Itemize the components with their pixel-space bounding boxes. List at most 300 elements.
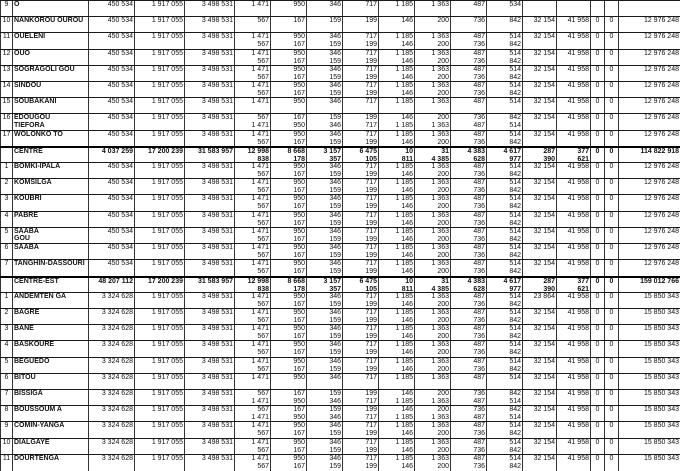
cell-p (556, 439, 590, 455)
cell-text: 167 (272, 187, 305, 195)
cell-t (618, 212, 680, 228)
cell-text: 838 (236, 156, 269, 164)
cell-text: 146 (380, 114, 413, 122)
cell-text: 717 (344, 439, 377, 447)
cell-q (590, 325, 604, 341)
cell-text: 346 (308, 398, 341, 406)
cell-text: 199 (344, 333, 377, 341)
cell-text: 31 (416, 148, 449, 156)
cell-text: 514 (488, 398, 521, 406)
cell-q (590, 66, 604, 82)
cell-text: 1 917 055 (136, 212, 183, 220)
cell-text: 159 012 766 (620, 278, 679, 286)
cell-text: 1 917 055 (136, 422, 183, 430)
cell-c (184, 358, 234, 374)
cell-s (604, 131, 618, 147)
table-row (0, 389, 680, 406)
cell-j (342, 17, 378, 33)
cell-text: 159 (308, 301, 341, 309)
cell-text: 159 (308, 349, 341, 357)
cell-text: 10 (2, 439, 11, 447)
cell-text: 567 (236, 220, 269, 228)
cell-num (0, 293, 12, 309)
cell-text: 1 471 (236, 33, 269, 41)
cell-num (0, 390, 12, 406)
cell-i (306, 82, 342, 98)
cell-text: 1 185 (380, 293, 413, 301)
cell-text: 12 976 248 (620, 33, 679, 41)
cell-text: 717 (344, 341, 377, 349)
cell-text: 167 (272, 366, 305, 374)
cell-s (604, 439, 618, 455)
cell-m (450, 212, 486, 228)
cell-name (12, 422, 88, 438)
cell-name (12, 439, 88, 455)
cell-o (522, 439, 556, 455)
cell-text: 0 (606, 341, 617, 349)
cell-text: OUO (14, 50, 87, 58)
cell-n (486, 212, 522, 228)
cell-c (184, 228, 234, 244)
cell-text: 1 185 (380, 358, 413, 366)
cell-b (134, 17, 184, 33)
cell-text: 12 976 248 (620, 98, 679, 106)
cell-text: 736 (452, 406, 485, 414)
cell-b (134, 131, 184, 147)
cell-s (604, 98, 618, 114)
table-row (0, 49, 680, 66)
cell-text: 146 (380, 301, 413, 309)
cell-num (0, 358, 12, 374)
table-row (0, 340, 680, 357)
cell-j (342, 309, 378, 325)
cell-t (618, 455, 680, 471)
cell-q (590, 341, 604, 357)
cell-num (0, 82, 12, 98)
cell-o (522, 309, 556, 325)
cell-i (306, 439, 342, 455)
cell-k (378, 50, 414, 66)
cell-g (234, 50, 270, 66)
cell-t (618, 309, 680, 325)
cell-m (450, 406, 486, 422)
cell-text: 717 (344, 244, 377, 252)
cell-text: 200 (416, 90, 449, 98)
cell-text: 32 154 (524, 260, 555, 268)
cell-text: 41 958 (558, 228, 589, 236)
cell-text: KOUBRI (14, 195, 87, 203)
cell-text: 2 (2, 179, 11, 187)
cell-i (306, 50, 342, 66)
cell-text: 199 (344, 114, 377, 122)
cell-p (556, 212, 590, 228)
cell-text: 32 154 (524, 390, 555, 398)
cell-text: 3 324 628 (90, 439, 133, 447)
cell-text: 450 534 (90, 244, 133, 252)
table-row (0, 194, 680, 211)
cell-l (414, 114, 450, 130)
cell-text: 1 471 (236, 293, 269, 301)
cell-text: 450 534 (90, 98, 133, 106)
cell-text: 346 (308, 163, 341, 171)
cell-p (556, 244, 590, 260)
cell-p (556, 228, 590, 244)
cell-b (134, 439, 184, 455)
cell-text: 159 (308, 463, 341, 471)
cell-pop (88, 114, 134, 130)
cell-num (0, 422, 12, 438)
cell-text: SOGRAGOLI GOU (14, 66, 87, 74)
cell-text: 159 (308, 17, 341, 25)
cell-m (450, 309, 486, 325)
cell-text: 346 (308, 122, 341, 130)
cell-k (378, 390, 414, 406)
cell-q (590, 131, 604, 147)
cell-name (12, 163, 88, 179)
cell-p (556, 422, 590, 438)
cell-t (618, 17, 680, 33)
cell-c (184, 66, 234, 82)
cell-text: 567 (236, 366, 269, 374)
cell-g (234, 98, 270, 114)
cell-text: 0 (606, 228, 617, 236)
cell-b (134, 228, 184, 244)
cell-text: 487 (452, 163, 485, 171)
cell-text: 3 498 531 (186, 341, 233, 349)
cell-text: 736 (452, 220, 485, 228)
cell-text: 950 (272, 309, 305, 317)
cell-l (414, 82, 450, 98)
cell-text: 450 534 (90, 179, 133, 187)
cell-text: 487 (452, 439, 485, 447)
cell-text: 3 324 628 (90, 341, 133, 349)
cell-text: 0 (592, 309, 603, 317)
cell-c (184, 33, 234, 49)
cell-text: 200 (416, 74, 449, 82)
cell-text: 1 363 (416, 260, 449, 268)
cell-num (0, 50, 12, 66)
cell-text: 200 (416, 187, 449, 195)
cell-t (618, 163, 680, 179)
cell-i (306, 325, 342, 341)
cell-text: 0 (592, 66, 603, 74)
cell-text: 31 583 957 (186, 278, 233, 286)
cell-text: 105 (344, 286, 377, 294)
cell-text: 736 (452, 41, 485, 49)
cell-h (270, 66, 306, 82)
cell-m (450, 98, 486, 114)
cell-q (590, 358, 604, 374)
cell-o (522, 1, 556, 17)
cell-text: 736 (452, 390, 485, 398)
cell-text: 346 (308, 309, 341, 317)
cell-text: 450 534 (90, 66, 133, 74)
cell-k (378, 131, 414, 147)
cell-text: 514 (488, 131, 521, 139)
cell-text: 12 976 248 (620, 82, 679, 90)
cell-num (0, 406, 12, 422)
cell-text: 1 471 (236, 358, 269, 366)
cell-pop (88, 66, 134, 82)
cell-text: 159 (308, 114, 341, 122)
cell-num (0, 341, 12, 357)
cell-text: 514 (488, 195, 521, 203)
cell-k (378, 98, 414, 114)
cell-text: 199 (344, 301, 377, 309)
cell-pop (88, 293, 134, 309)
cell-text: 159 (308, 74, 341, 82)
cell-name (12, 195, 88, 211)
cell-text: 346 (308, 374, 341, 382)
cell-text: 0 (592, 148, 603, 156)
cell-text: 41 958 (558, 212, 589, 220)
cell-text: 487 (452, 122, 485, 130)
cell-i (306, 1, 342, 17)
cell-text: 32 154 (524, 212, 555, 220)
cell-p (556, 33, 590, 49)
cell-n (486, 439, 522, 455)
cell-c (184, 325, 234, 341)
cell-n (486, 33, 522, 49)
cell-text: 0 (592, 325, 603, 333)
cell-text: 1 917 055 (136, 293, 183, 301)
cell-j (342, 390, 378, 406)
cell-text: 0 (592, 82, 603, 90)
cell-pop (88, 131, 134, 147)
cell-text: 950 (272, 358, 305, 366)
cell-text: 1 917 055 (136, 341, 183, 349)
cell-text: 0 (592, 406, 603, 414)
cell-text: 23 864 (524, 293, 555, 301)
cell-k (378, 228, 414, 244)
cell-pop (88, 98, 134, 114)
cell-text: 567 (236, 58, 269, 66)
cell-text: 1 363 (416, 50, 449, 58)
cell-text: 1 363 (416, 358, 449, 366)
cell-text: 1 185 (380, 341, 413, 349)
cell-text: 950 (272, 212, 305, 220)
cell-text: 12 976 248 (620, 212, 679, 220)
cell-n (486, 374, 522, 390)
cell-g (234, 66, 270, 82)
cell-text: O (14, 1, 87, 9)
cell-text: 514 (488, 82, 521, 90)
cell-text: 12 (2, 50, 11, 58)
cell-text: 1 363 (416, 341, 449, 349)
cell-pop (88, 195, 134, 211)
cell-text: 514 (488, 179, 521, 187)
cell-k (378, 179, 414, 195)
cell-j (342, 98, 378, 114)
cell-text: 200 (416, 203, 449, 211)
cell-m (450, 163, 486, 179)
cell-text: 450 534 (90, 17, 133, 25)
cell-name (12, 341, 88, 357)
cell-o (522, 293, 556, 309)
cell-pop (88, 390, 134, 406)
cell-text: 514 (488, 455, 521, 463)
cell-b (134, 390, 184, 406)
cell-text: 199 (344, 171, 377, 179)
cell-p (556, 309, 590, 325)
cell-text: 167 (272, 114, 305, 122)
cell-text: 567 (236, 171, 269, 179)
cell-text: 0 (592, 179, 603, 187)
cell-text: 167 (272, 17, 305, 25)
cell-text: 450 534 (90, 195, 133, 203)
cell-text: 1 471 (236, 422, 269, 430)
cell-text: 167 (272, 236, 305, 244)
cell-i (306, 341, 342, 357)
cell-text: 3 324 628 (90, 390, 133, 398)
cell-k (378, 212, 414, 228)
cell-l (414, 455, 450, 471)
table-row (0, 357, 680, 374)
cell-pop (88, 50, 134, 66)
cell-num (0, 244, 12, 260)
cell-text: DIALGAYE (14, 439, 87, 447)
cell-q (590, 98, 604, 114)
cell-text: 12 976 248 (620, 131, 679, 139)
cell-text: 167 (272, 301, 305, 309)
cell-text: 811 (380, 286, 413, 294)
cell-b (134, 98, 184, 114)
cell-p (556, 114, 590, 130)
cell-text: 8 668 (272, 148, 305, 156)
cell-text: ANDEMTEN GA (14, 293, 87, 301)
cell-text: 199 (344, 317, 377, 325)
cell-g (234, 82, 270, 98)
cell-i (306, 195, 342, 211)
cell-text: 15 850 343 (620, 358, 679, 366)
cell-num (0, 374, 12, 390)
cell-text: 346 (308, 455, 341, 463)
cell-k (378, 163, 414, 179)
cell-q (590, 244, 604, 260)
cell-b (134, 1, 184, 17)
cell-c (184, 195, 234, 211)
table-row (0, 405, 680, 422)
cell-b (134, 114, 184, 130)
cell-text: 717 (344, 1, 377, 9)
cell-text: 1 185 (380, 163, 413, 171)
cell-text: 487 (452, 358, 485, 366)
cell-text: 159 (308, 139, 341, 147)
cell-text: 15 850 343 (620, 455, 679, 463)
cell-text: 736 (452, 74, 485, 82)
cell-k (378, 406, 414, 422)
cell-num (0, 195, 12, 211)
cell-i (306, 114, 342, 130)
cell-text: 514 (488, 212, 521, 220)
cell-text: 0 (606, 358, 617, 366)
cell-text: 200 (416, 349, 449, 357)
cell-q (590, 114, 604, 130)
cell-text: 9 (2, 1, 11, 9)
cell-text: 346 (308, 439, 341, 447)
table-row (0, 292, 680, 309)
cell-p (556, 66, 590, 82)
cell-text: 8 668 (272, 278, 305, 286)
cell-text: 842 (488, 390, 521, 398)
cell-text: 567 (236, 390, 269, 398)
cell-text: 0 (606, 66, 617, 74)
cell-text: BEGUEDO (14, 358, 87, 366)
cell-text: 717 (344, 122, 377, 130)
cell-s (604, 66, 618, 82)
cell-text: 950 (272, 122, 305, 130)
cell-text: 450 534 (90, 228, 133, 236)
cell-m (450, 1, 486, 17)
cell-p (556, 50, 590, 66)
cell-c (184, 455, 234, 471)
cell-h (270, 390, 306, 406)
cell-q (590, 212, 604, 228)
cell-text: 200 (416, 463, 449, 471)
cell-text: 159 (308, 203, 341, 211)
cell-text: 514 (488, 309, 521, 317)
cell-text: 1 185 (380, 131, 413, 139)
cell-text: 146 (380, 58, 413, 66)
cell-t (618, 341, 680, 357)
cell-text: 199 (344, 349, 377, 357)
cell-text: 41 958 (558, 131, 589, 139)
cell-k (378, 374, 414, 390)
cell-n (486, 131, 522, 147)
cell-text: 3 (2, 195, 11, 203)
cell-text: 199 (344, 90, 377, 98)
cell-g (234, 455, 270, 471)
cell-text: 1 917 055 (136, 390, 183, 398)
cell-j (342, 439, 378, 455)
cell-text: 346 (308, 33, 341, 41)
cell-o (522, 33, 556, 49)
cell-text: 146 (380, 430, 413, 438)
cell-l (414, 66, 450, 82)
cell-b (134, 422, 184, 438)
cell-text: 346 (308, 212, 341, 220)
cell-text: 514 (488, 293, 521, 301)
cell-text: 41 958 (558, 325, 589, 333)
cell-text: 5 (2, 228, 11, 236)
cell-text: 199 (344, 430, 377, 438)
cell-text: 736 (452, 236, 485, 244)
cell-i (306, 260, 342, 276)
cell-text: 0 (592, 278, 603, 286)
cell-text: 1 363 (416, 82, 449, 90)
cell-text: 199 (344, 41, 377, 49)
cell-i (306, 374, 342, 390)
cell-b (134, 195, 184, 211)
cell-text: 41 958 (558, 406, 589, 414)
cell-text: 41 958 (558, 114, 589, 122)
cell-h (270, 212, 306, 228)
cell-b (134, 309, 184, 325)
cell-h (270, 1, 306, 17)
cell-g (234, 212, 270, 228)
cell-text: 32 154 (524, 374, 555, 382)
cell-b (134, 212, 184, 228)
cell-text: 41 958 (558, 98, 589, 106)
cell-text: 0 (606, 260, 617, 268)
cell-text: 159 (308, 390, 341, 398)
cell-text: 717 (344, 163, 377, 171)
cell-text: 199 (344, 187, 377, 195)
cell-text: 717 (344, 212, 377, 220)
cell-n (486, 228, 522, 244)
cell-text: 0 (592, 358, 603, 366)
cell-n (486, 98, 522, 114)
